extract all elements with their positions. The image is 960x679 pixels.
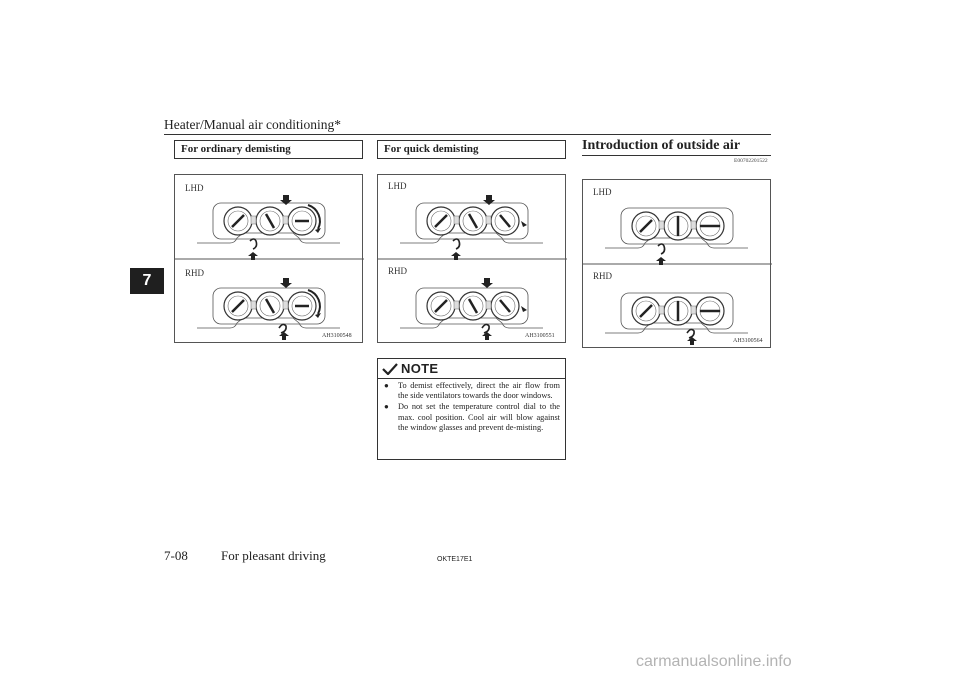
ordinary-lhd-label: LHD — [185, 183, 204, 193]
footer-code: OKTE17E1 — [437, 556, 473, 563]
quick-demisting-heading: For quick demisting — [377, 140, 566, 159]
note-heading-text: NOTE — [401, 361, 439, 376]
bullet-icon: ● — [384, 402, 389, 412]
quick-demisting-figure — [377, 174, 566, 343]
outside-air-ref-code: E00702201522 — [734, 158, 768, 164]
outside-air-figure — [582, 179, 771, 348]
outside-figure-code: AH3100564 — [733, 338, 763, 344]
checkmark-icon — [382, 363, 398, 375]
chapter-tab[interactable]: 7 — [130, 268, 164, 294]
note-box — [377, 358, 566, 460]
ordinary-demisting-figure — [174, 174, 363, 343]
watermark-link[interactable]: carmanualsonline.info — [636, 653, 792, 670]
outside-air-heading: Introduction of outside air — [582, 138, 741, 153]
note-item-text: To demist effectively, direct the air flow from the side ventilators towards the door windows. — [398, 381, 560, 401]
note-item-text: Do not set the temperature control dial to the max. cool position. Cool air will blow against the window glasses and prevent de-misting. — [398, 402, 560, 432]
note-item — [382, 381, 560, 401]
quick-lhd-label: LHD — [388, 181, 407, 191]
outside-air-rule — [582, 155, 771, 156]
note-item — [382, 402, 560, 433]
outside-air-illustration — [583, 180, 772, 349]
ordinary-demisting-heading: For ordinary demisting — [174, 140, 363, 159]
outside-rhd-label: RHD — [593, 271, 613, 281]
quick-rhd-label: RHD — [388, 266, 408, 276]
header-rule — [164, 134, 771, 135]
footer-page-number: 7-08 — [164, 548, 188, 563]
note-divider — [378, 378, 565, 379]
footer-section-title: For pleasant driving — [221, 548, 326, 563]
note-heading — [382, 361, 438, 376]
ordinary-demisting-illustration — [175, 175, 364, 344]
outside-lhd-label: LHD — [593, 187, 612, 197]
quick-demisting-illustration — [378, 175, 567, 344]
quick-figure-code: AH3100551 — [525, 333, 555, 339]
ordinary-figure-code: AH3100548 — [322, 333, 352, 339]
note-list — [382, 381, 560, 434]
header-title: Heater/Manual air conditioning* — [164, 117, 341, 132]
ordinary-rhd-label: RHD — [185, 268, 205, 278]
bullet-icon: ● — [384, 381, 389, 390]
